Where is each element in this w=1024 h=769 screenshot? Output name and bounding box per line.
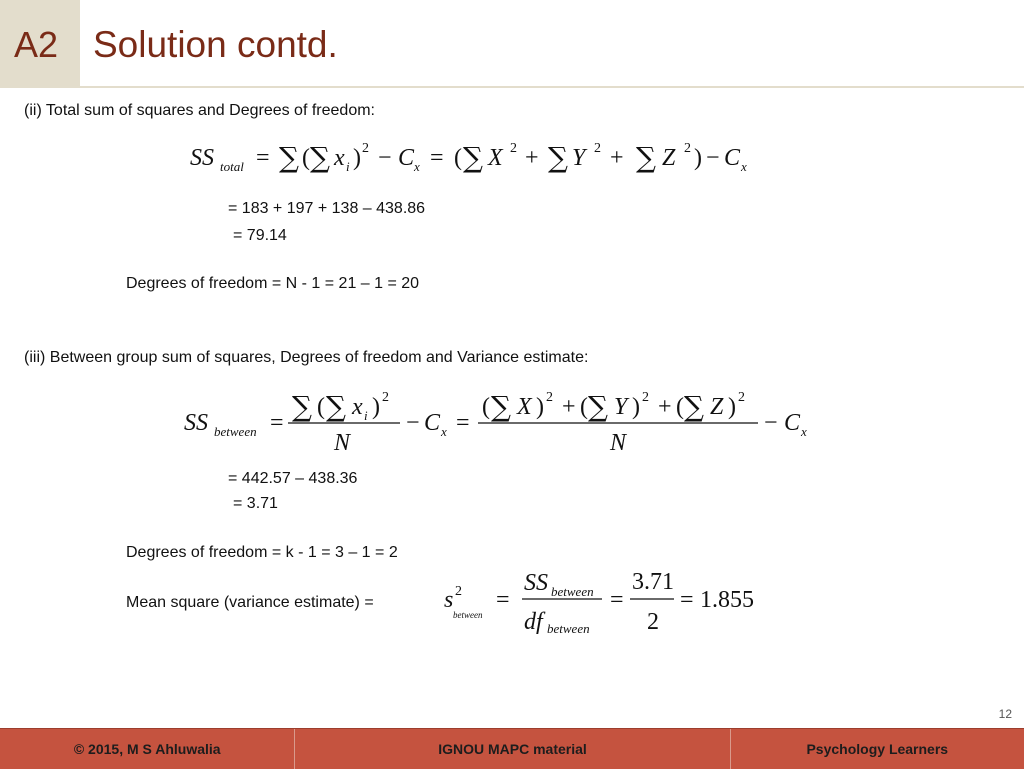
section-iii-df: Degrees of freedom = k - 1 = 3 – 1 = 2 [126, 544, 398, 561]
svg-text:2: 2 [362, 141, 369, 156]
section-ii-calc-1: = 183 + 197 + 138 – 438.86 [228, 200, 426, 217]
svg-text:=: = [430, 145, 444, 171]
svg-text:x: x [801, 424, 807, 439]
summation-icon: ∑ [279, 141, 299, 174]
svg-text:): ) [536, 394, 544, 420]
svg-text:): ) [353, 145, 361, 171]
summation-icon: ∑ [463, 141, 483, 174]
svg-text:+: + [525, 145, 539, 171]
footer-copyright: © 2015, M S Ahluwalia [0, 729, 295, 769]
svg-text:): ) [694, 145, 702, 171]
footer-org: Psychology Learners [806, 741, 949, 757]
summation-icon: ∑ [292, 390, 312, 423]
section-ii-df: Degrees of freedom = N - 1 = 21 – 1 = 20 [126, 275, 420, 292]
section-iii-heading: (iii) Between group sum of squares, Degrees of freedom and Variance estimate: [24, 349, 589, 366]
slide-number: 12 [998, 707, 1012, 721]
svg-text:2: 2 [738, 390, 745, 405]
summation-icon: ∑ [491, 390, 511, 423]
summation-icon: ∑ [636, 141, 656, 174]
svg-text:2: 2 [546, 390, 553, 405]
mean-square-label: Mean square (variance estimate) = [126, 594, 374, 611]
svg-text:between: between [551, 584, 594, 599]
svg-text:2: 2 [684, 141, 691, 156]
summation-icon: ∑ [588, 390, 608, 423]
svg-text:X: X [488, 145, 503, 171]
svg-text:N: N [610, 430, 627, 456]
ss-between-equation [184, 380, 824, 460]
svg-text:i: i [346, 159, 350, 174]
footer-bar [0, 728, 1024, 769]
svg-text:+: + [610, 145, 624, 171]
svg-text:x: x [352, 394, 363, 420]
svg-text:(: ( [676, 394, 684, 420]
slide-title: Solution contd. [93, 24, 338, 65]
svg-text:): ) [632, 394, 640, 420]
svg-text:(: ( [302, 145, 310, 171]
svg-text:3.71: 3.71 [632, 569, 674, 595]
svg-text:2: 2 [382, 390, 389, 405]
svg-text:x: x [334, 145, 345, 171]
summation-icon: ∑ [684, 390, 704, 423]
section-ii-heading: (ii) Total sum of squares and Degrees of freedom: [24, 102, 375, 119]
svg-text:−: − [706, 145, 720, 171]
footer-material: IGNOU MAPC material [295, 729, 730, 769]
svg-text:Z: Z [662, 145, 676, 171]
summation-icon: ∑ [310, 141, 330, 174]
svg-text:1.855: 1.855 [700, 587, 754, 613]
svg-text:i: i [364, 408, 368, 423]
svg-text:C: C [398, 145, 415, 171]
svg-text:C: C [724, 145, 741, 171]
svg-text:−: − [378, 145, 392, 171]
svg-text:=: = [496, 587, 510, 613]
svg-text:Y: Y [614, 394, 628, 420]
svg-text:−: − [406, 410, 420, 436]
svg-text:df: df [524, 609, 543, 635]
summation-icon: ∑ [548, 141, 568, 174]
svg-text:SS: SS [524, 570, 548, 596]
svg-text:x: x [414, 159, 420, 174]
svg-text:between: between [547, 621, 590, 636]
svg-text:2: 2 [647, 609, 659, 635]
svg-text:x: x [441, 424, 447, 439]
svg-text:x: x [741, 159, 747, 174]
svg-text:C: C [784, 410, 801, 436]
svg-text:2: 2 [510, 141, 517, 156]
svg-text:X: X [517, 394, 532, 420]
svg-text:N: N [334, 430, 351, 456]
svg-text:=: = [256, 145, 270, 171]
slide-code-box [0, 0, 80, 88]
svg-text:): ) [372, 394, 380, 420]
sub-total: total [220, 159, 244, 174]
section-iii-calc-1: = 442.57 – 438.36 [228, 470, 358, 487]
svg-text:=: = [610, 587, 624, 613]
svg-text:2: 2 [594, 141, 601, 156]
svg-text:between: between [453, 610, 483, 620]
svg-text:C: C [424, 410, 441, 436]
svg-text:(: ( [482, 394, 490, 420]
svg-text:): ) [728, 394, 736, 420]
svg-text:2: 2 [455, 584, 462, 599]
slide-code: A2 [14, 24, 59, 65]
svg-text:=: = [456, 410, 470, 436]
header-divider [80, 86, 1024, 88]
svg-text:between: between [214, 424, 257, 439]
svg-text:Y: Y [572, 145, 586, 171]
mean-square-equation [438, 562, 768, 640]
svg-text:Z: Z [710, 394, 724, 420]
svg-text:=: = [680, 587, 694, 613]
section-ii-calc-2: = 79.14 [233, 227, 287, 244]
section-iii-calc-2: = 3.71 [233, 495, 278, 512]
ss-symbol: SS [190, 145, 214, 171]
svg-text:SS: SS [184, 410, 208, 436]
svg-text:−: − [764, 410, 778, 436]
svg-text:+: + [658, 394, 672, 420]
svg-text:(: ( [317, 394, 325, 420]
svg-text:+: + [562, 394, 576, 420]
svg-text:=: = [270, 410, 284, 436]
svg-text:s: s [444, 587, 454, 613]
svg-text:(: ( [454, 145, 462, 171]
summation-icon: ∑ [326, 390, 346, 423]
ss-total-equation [190, 130, 770, 180]
svg-text:(: ( [580, 394, 588, 420]
svg-text:2: 2 [642, 390, 649, 405]
